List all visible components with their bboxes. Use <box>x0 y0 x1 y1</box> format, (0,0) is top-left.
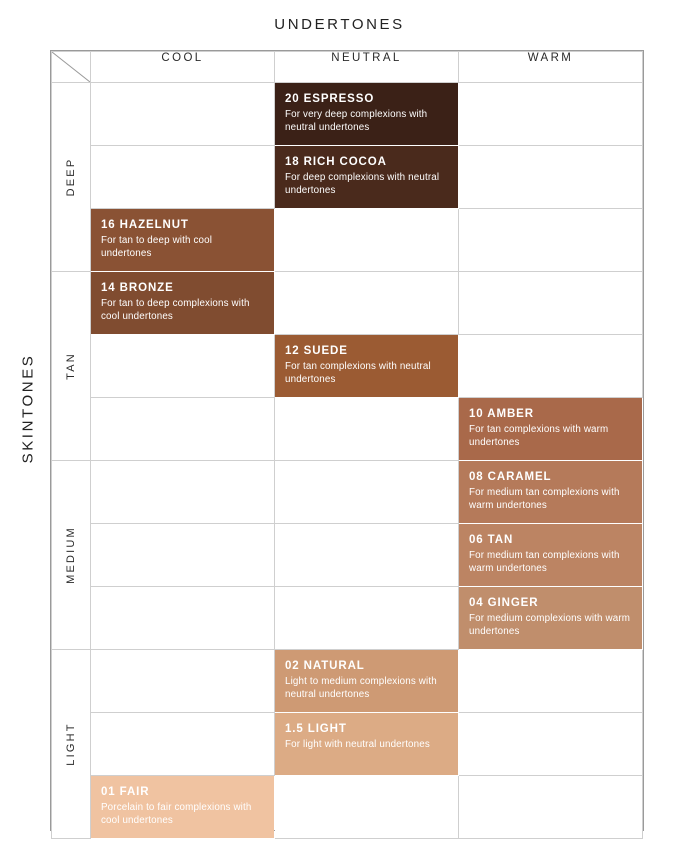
matrix-row <box>52 335 643 398</box>
shade-description: For very deep complexions with neutral undertones <box>285 109 428 134</box>
undertones-title: UNDERTONES <box>274 16 405 33</box>
shade-cell[interactable] <box>275 713 459 776</box>
matrix-row <box>52 209 643 272</box>
empty-cell <box>91 335 275 398</box>
empty-cell <box>91 146 275 209</box>
shade-name: 10 AMBER <box>469 408 534 420</box>
row-group-label-text: TAN <box>65 352 77 380</box>
empty-cell <box>459 335 643 398</box>
empty-cell <box>91 650 275 713</box>
row-group-label-medium <box>52 461 91 650</box>
shade-name: 14 BRONZE <box>101 282 174 294</box>
corner-cell <box>52 52 91 83</box>
shade-description: For medium tan complexions with warm undertones <box>469 487 620 512</box>
matrix-row <box>52 776 643 839</box>
empty-cell <box>91 461 275 524</box>
empty-cell <box>275 524 459 587</box>
row-group-label-text: MEDIUM <box>65 526 77 584</box>
matrix-row <box>52 650 643 713</box>
shade-description: For tan complexions with warm undertones <box>469 424 609 449</box>
empty-cell <box>459 146 643 209</box>
shade-swatch <box>459 398 642 460</box>
empty-cell <box>91 398 275 461</box>
empty-cell <box>91 524 275 587</box>
column-header-warm: WARM <box>459 52 643 83</box>
empty-cell <box>275 776 459 839</box>
shade-cell[interactable] <box>459 398 643 461</box>
shade-swatch <box>459 587 642 649</box>
empty-cell <box>459 209 643 272</box>
shade-swatch <box>459 524 642 586</box>
empty-cell <box>91 587 275 650</box>
empty-cell <box>275 272 459 335</box>
row-group-label-tan <box>52 272 91 461</box>
row-group-label-deep <box>52 83 91 272</box>
shade-swatch <box>275 146 458 208</box>
shade-description: For tan to deep with cool undertones <box>101 235 213 260</box>
row-group-label-light <box>52 650 91 839</box>
column-header-cool: COOL <box>91 52 275 83</box>
header-row <box>52 52 643 83</box>
empty-cell <box>459 713 643 776</box>
shade-name: 06 TAN <box>469 534 514 546</box>
shade-name: 16 HAZELNUT <box>101 219 189 231</box>
shade-cell[interactable] <box>459 587 643 650</box>
empty-cell <box>459 650 643 713</box>
shade-swatch <box>459 461 642 523</box>
shade-swatch <box>91 272 274 334</box>
shade-description: For tan complexions with neutral undertones <box>285 361 431 386</box>
empty-cell <box>91 713 275 776</box>
shade-name: 12 SUEDE <box>285 345 348 357</box>
matrix-row <box>52 398 643 461</box>
matrix-body <box>52 83 643 839</box>
shade-swatch <box>91 776 274 838</box>
empty-cell <box>275 461 459 524</box>
shade-name: 08 CARAMEL <box>469 471 552 483</box>
shade-name: 20 ESPRESSO <box>285 93 375 105</box>
shade-name: 04 GINGER <box>469 597 539 609</box>
shade-description: For medium tan complexions with warm undertones <box>469 550 620 575</box>
shade-cell[interactable] <box>91 776 275 839</box>
row-group-label-text: DEEP <box>65 157 77 197</box>
matrix-row <box>52 272 643 335</box>
shade-description: For tan to deep complexions with cool undertones <box>101 298 250 323</box>
empty-cell <box>275 587 459 650</box>
shade-cell[interactable] <box>275 650 459 713</box>
shade-swatch <box>275 713 458 775</box>
matrix-header <box>52 52 643 83</box>
row-group-label-text: LIGHT <box>65 722 77 766</box>
matrix-row <box>52 713 643 776</box>
empty-cell <box>275 398 459 461</box>
shade-name: 1.5 LIGHT <box>285 723 347 735</box>
shade-cell[interactable] <box>275 335 459 398</box>
empty-cell <box>91 83 275 146</box>
empty-cell <box>459 83 643 146</box>
shade-description: Light to medium complexions with neutral undertones <box>285 676 437 701</box>
shade-matrix <box>50 50 644 831</box>
column-header-neutral: NEUTRAL <box>275 52 459 83</box>
shade-cell[interactable] <box>459 461 643 524</box>
empty-cell <box>275 209 459 272</box>
shade-name: 01 FAIR <box>101 786 150 798</box>
shade-cell[interactable] <box>91 209 275 272</box>
shade-swatch <box>275 335 458 397</box>
matrix-row <box>52 587 643 650</box>
shade-cell[interactable] <box>91 272 275 335</box>
shade-description: For deep complexions with neutral undertones <box>285 172 440 197</box>
matrix-row <box>52 83 643 146</box>
shade-name: 18 RICH COCOA <box>285 156 387 168</box>
empty-cell <box>459 272 643 335</box>
shade-description: For medium complexions with warm undertones <box>469 613 631 638</box>
matrix-table <box>51 51 643 839</box>
diagonal-divider-icon <box>52 52 90 82</box>
skintones-title: SKINTONES <box>19 353 37 464</box>
shade-description: Porcelain to fair complexions with cool undertones <box>101 802 252 827</box>
matrix-row <box>52 146 643 209</box>
shade-swatch <box>275 83 458 145</box>
shade-cell[interactable] <box>459 524 643 587</box>
empty-cell <box>459 776 643 839</box>
matrix-row <box>52 524 643 587</box>
matrix-row <box>52 461 643 524</box>
shade-swatch <box>91 209 274 271</box>
shade-name: 02 NATURAL <box>285 660 365 672</box>
shade-cell[interactable] <box>275 146 459 209</box>
shade-swatch <box>275 650 458 712</box>
shade-cell[interactable] <box>275 83 459 146</box>
shade-description: For light with neutral undertones <box>285 739 430 751</box>
